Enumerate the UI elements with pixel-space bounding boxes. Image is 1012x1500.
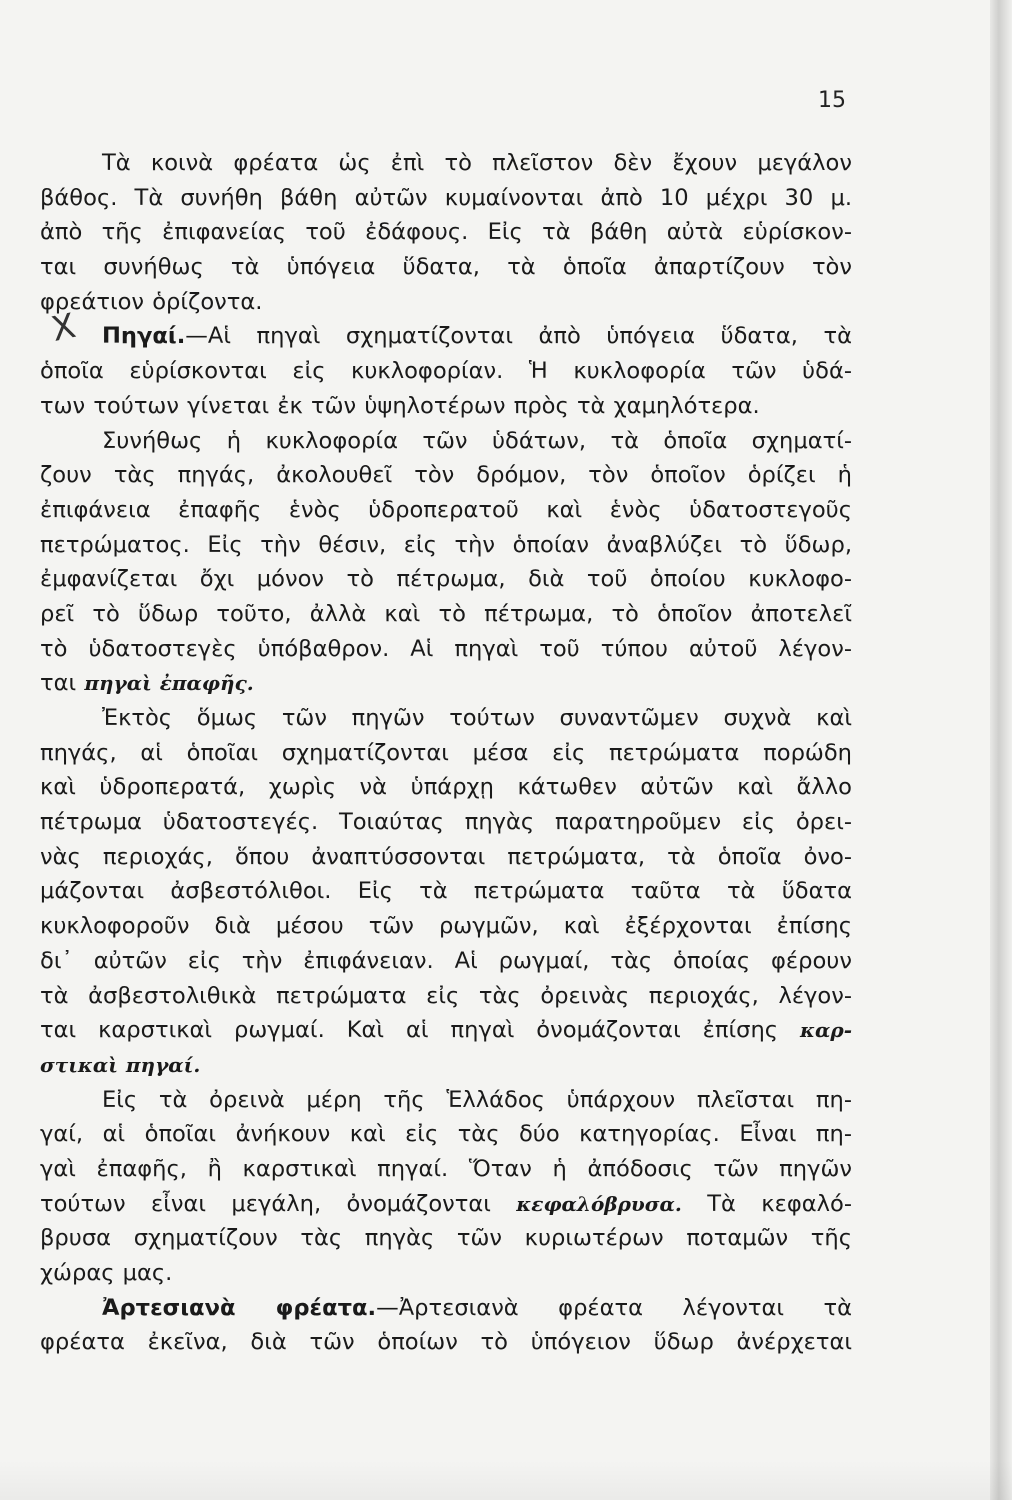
text-span: Τὰ κεφαλό- bbox=[707, 1190, 852, 1217]
margin-mark: X bbox=[48, 306, 80, 350]
term-kefalovrysa: κεφαλόβρυσα. bbox=[516, 1191, 682, 1216]
text-line: ὁποῖα εὑρίσκονται εἰς κυκλοφορίαν. Ἡ κυκλοφορία τῶν ὑδά- bbox=[40, 358, 852, 385]
text-line: ἐπιφάνεια ἐπαφῆς ἑνὸς ὑδροπερατοῦ καὶ ἑνὸς ὑδατοστεγοῦς bbox=[40, 496, 852, 523]
text-line: ἀπὸ τῆς ἐπιφανείας τοῦ ἐδάφους. Εἰς τὰ βάθη αὐτὰ εὑρίσκον- bbox=[40, 219, 852, 246]
text-span: ται καρστικαὶ ρωγμαί. Καὶ αἱ πηγαὶ ὀνομάζονται ἐπίσης bbox=[40, 1017, 779, 1044]
text-line: πέτρωμα ὑδατοστεγές. Τοιαύτας πηγὰς παρατηροῦμεν εἰς ὀρει- bbox=[40, 809, 852, 836]
page-edge bbox=[990, 0, 1012, 1500]
text-line: κυκλοφοροῦν διὰ μέσου τῶν ρωγμῶν, καὶ ἐξέρχονται ἐπίσης bbox=[40, 913, 852, 940]
text-line: γαὶ ἐπαφῆς, ἢ καρστικαὶ πηγαί. Ὅταν ἡ ἀπόδοσις τῶν πηγῶν bbox=[40, 1155, 852, 1182]
text-line bbox=[40, 666, 852, 701]
term-contact-springs: πηγαὶ ἐπαφῆς. bbox=[84, 671, 254, 696]
text-line: ἐμφανίζεται ὄχι μόνον τὸ πέτρωμα, διὰ τοῦ ὁποίου κυκλοφο- bbox=[40, 566, 852, 593]
text-line: βρυσα σχηματίζουν τὰς πηγὰς τῶν κυριωτέρων ποταμῶν τῆς bbox=[40, 1225, 852, 1252]
text-span: ται bbox=[40, 670, 85, 697]
text-line: Εἰς τὰ ὀρεινὰ μέρη τῆς Ἑλλάδος ὑπάρχουν πλεῖσται πη- bbox=[102, 1086, 852, 1113]
text-line: νὰς περιοχάς, ὅπου ἀναπτύσσονται πετρώματα, τὰ ὁποῖα ὀνο- bbox=[40, 843, 852, 870]
text-line: τὰ ἀσβεστολιθικὰ πετρώματα εἰς τὰς ὀρεινὰς περιοχάς, λέγον- bbox=[40, 982, 852, 1009]
section-heading-springs: Πηγαί. bbox=[102, 323, 186, 350]
text-line: γαί, αἱ ὁποῖαι ἀνήκουν καὶ εἰς τὰς δύο κατηγορίας. Εἶναι πη- bbox=[40, 1121, 852, 1148]
text-line: ρεῖ τὸ ὕδωρ τοῦτο, ἀλλὰ καὶ τὸ πέτρωμα, τὸ ὁποῖον ἀποτελεῖ bbox=[40, 600, 852, 627]
text-line: Τὰ κοινὰ φρέατα ὡς ἐπὶ τὸ πλεῖστον δὲν ἔχουν μεγάλον bbox=[102, 150, 852, 176]
text-line bbox=[40, 1048, 852, 1083]
text-line: Ἐκτὸς ὅμως τῶν πηγῶν τούτων συναντῶμεν συχνὰ καὶ bbox=[102, 705, 852, 731]
text-line: χώρας μας. bbox=[40, 1260, 173, 1286]
section-heading-artesian-wells: Ἀρτεσιανὰ φρέατα. bbox=[102, 1294, 377, 1321]
text-line: φρέατα ἐκεῖνα, διὰ τῶν ὁποίων τὸ ὑπόγειον ὕδωρ ἀνέρχεται bbox=[40, 1329, 852, 1356]
text-line: Συνήθως ἡ κυκλοφορία τῶν ὑδάτων, τὰ ὁποῖα σχηματί- bbox=[102, 427, 852, 454]
text-line: φρεάτιον ὁρίζοντα. bbox=[40, 288, 263, 315]
text-span: τούτων εἶναι μεγάλη, ὀνομάζονται bbox=[40, 1190, 491, 1217]
text-line bbox=[40, 1187, 852, 1222]
text-span: —Αἱ πηγαὶ σχηματίζονται ἀπὸ ὑπόγεια ὕδατα, τὰ bbox=[185, 323, 852, 350]
text-line: βάθος. Τὰ συνήθη βάθη αὐτῶν κυμαίνονται ἀπὸ 10 μέχρι 30 μ. bbox=[40, 184, 852, 211]
text-line: των τούτων γίνεται ἐκ τῶν ὑψηλοτέρων πρὸς τὰ χαμηλότερα. bbox=[40, 392, 760, 419]
text-span: —Ἀρτεσιανὰ φρέατα λέγονται τὰ bbox=[376, 1294, 853, 1321]
term-karst-springs-part2: στικαὶ πηγαί. bbox=[40, 1052, 201, 1077]
text-line: ζουν τὰς πηγάς, ἀκολουθεῖ τὸν δρόμον, τὸν ὁποῖον ὁρίζει ἡ bbox=[40, 462, 852, 489]
text-line: τὸ ὑδατοστεγὲς ὑπόβαθρον. Αἱ πηγαὶ τοῦ τύπου αὐτοῦ λέγον- bbox=[40, 635, 852, 662]
text-line: πηγάς, αἱ ὁποῖαι σχηματίζονται μέσα εἰς πετρώματα πορώδη bbox=[40, 739, 852, 766]
text-line bbox=[40, 1291, 852, 1326]
page-number: 15 bbox=[818, 88, 846, 113]
text-line: καὶ ὑδροπερατά, χωρὶς νὰ ὑπάρχῃ κάτωθεν αὐτῶν καὶ ἄλλο bbox=[40, 774, 852, 801]
text-line: δι᾿ αὐτῶν εἰς τὴν ἐπιφάνειαν. Αἱ ρωγμαί, τὰς ὁποίας φέρουν bbox=[40, 947, 852, 974]
text-line: πετρώματος. Εἰς τὴν θέσιν, εἰς τὴν ὁποίαν ἀναβλύζει τὸ ὕδωρ, bbox=[40, 531, 852, 558]
text-line: μάζονται ἀσβεστόλιθοι. Εἰς τὰ πετρώματα ταῦτα τὰ ὕδατα bbox=[40, 878, 852, 905]
body-text bbox=[40, 146, 852, 1360]
text-line bbox=[40, 1013, 852, 1048]
page-shadow bbox=[0, 1460, 1012, 1500]
term-karst-springs-part1: καρ- bbox=[800, 1018, 852, 1043]
text-line bbox=[40, 319, 852, 354]
text-line: ται συνήθως τὰ ὑπόγεια ὕδατα, τὰ ὁποῖα ἀπαρτίζουν τὸν bbox=[40, 254, 852, 281]
